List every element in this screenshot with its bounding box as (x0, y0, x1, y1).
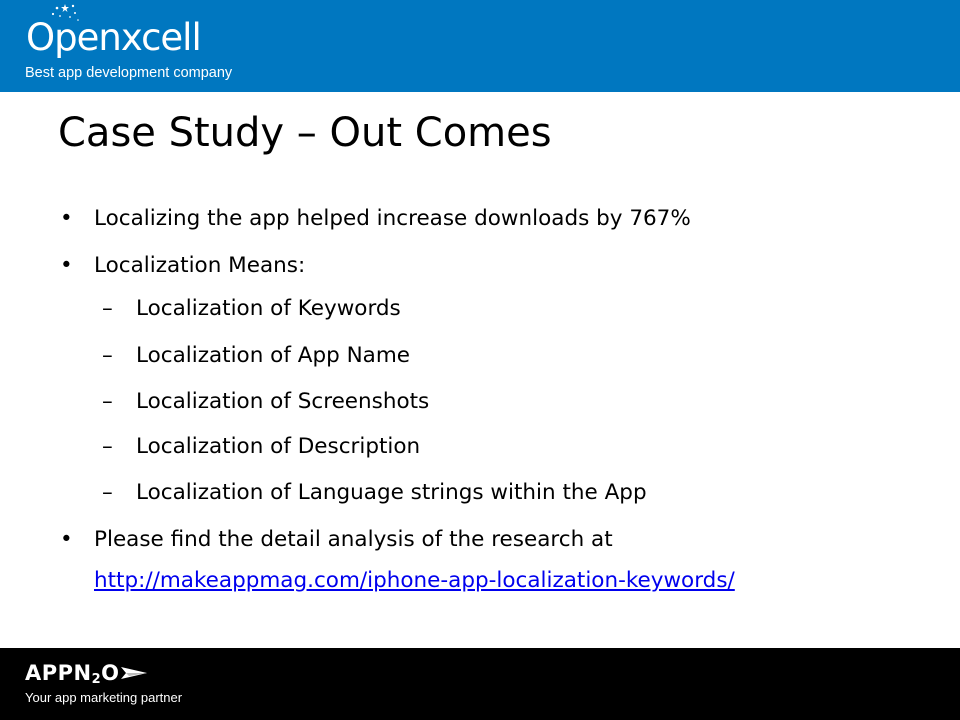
sub-list-item (102, 294, 401, 324)
sub-list-item-text: Localization of Language strings within the App (136, 480, 647, 505)
appn2o-logo-main: APPN (25, 661, 92, 685)
dash-icon: – (102, 389, 113, 414)
dash-icon: – (102, 296, 113, 321)
footer-bar (0, 648, 960, 720)
list-item-text: Localization Means: (94, 253, 306, 278)
sub-list-item (102, 478, 647, 508)
sub-list-item-text: Localization of Description (136, 434, 421, 459)
dash-icon: – (102, 480, 113, 505)
logo-wordmark (26, 16, 201, 60)
appn2o-logo-end: O (101, 661, 120, 685)
research-link[interactable]: http://makeappmag.com/iphone-app-localization-keywords/ (94, 568, 735, 593)
logo-word-rest: penxcell (54, 16, 201, 59)
list-item (60, 525, 613, 555)
sub-list-item (102, 387, 430, 417)
sub-list-item (102, 432, 421, 462)
research-link-line (94, 566, 735, 596)
openxcell-logo (22, 2, 282, 88)
appn2o-logo (25, 660, 120, 693)
dash-icon: – (102, 434, 113, 459)
sub-list-item-text: Localization of App Name (136, 343, 410, 368)
paper-plane-icon (119, 664, 149, 682)
list-item (60, 251, 306, 281)
appn2o-logo-sub: 2 (91, 672, 102, 687)
list-item-text: Please find the detail analysis of the research at (94, 527, 613, 552)
bullet-icon: • (60, 206, 73, 231)
dash-icon: – (102, 343, 113, 368)
appn2o-tagline: Your app marketing partner (25, 690, 183, 705)
list-item-text: Localizing the app helped increase downloads by 767% (94, 206, 691, 231)
bullet-icon: • (60, 253, 73, 278)
list-item (60, 204, 691, 234)
sub-list-item-text: Localization of Keywords (136, 296, 401, 321)
slide-title: Case Study – Out Comes (58, 110, 552, 156)
sub-list-item (102, 341, 410, 371)
sub-list-item-text: Localization of Screenshots (136, 389, 430, 414)
logo-tagline: Best app development company (25, 65, 233, 81)
logo-initial: O (26, 16, 55, 59)
header-bar (0, 0, 960, 92)
bullet-icon: • (60, 527, 73, 552)
